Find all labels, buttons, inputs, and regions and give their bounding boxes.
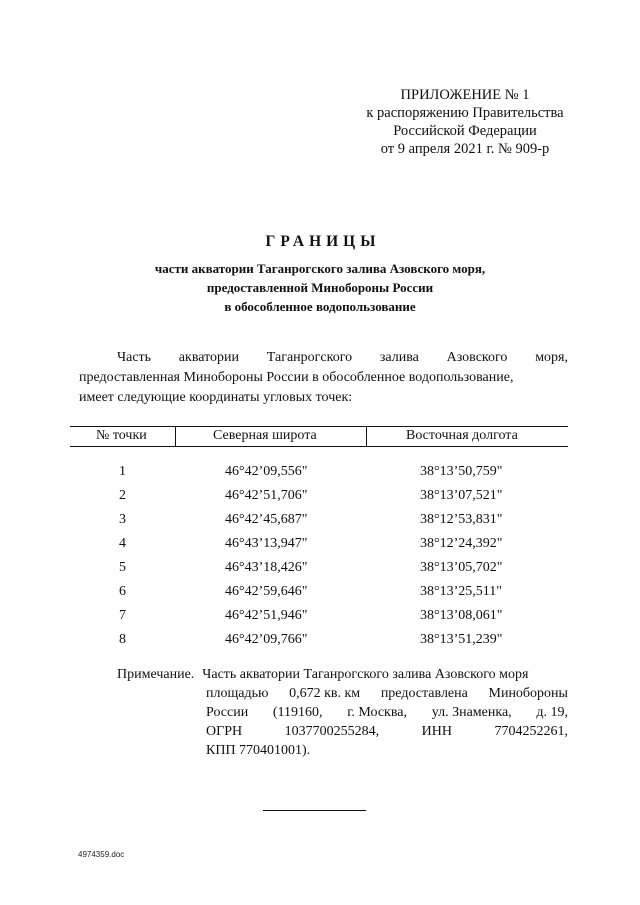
note-body [117, 684, 568, 760]
intro-word: Часть [117, 350, 152, 365]
longitude-cell: 38°12’24,392" [420, 536, 503, 551]
longitude-cell: 38°13’50,759" [420, 464, 503, 479]
header-point-number: № точки [96, 428, 147, 443]
intro-word: моря, [535, 350, 568, 365]
table-row [70, 536, 568, 560]
note-word: г. Москва, [347, 705, 408, 720]
intro-line: предоставленная Минобороны России в обособленное водопользование, [79, 370, 514, 385]
table-header [70, 426, 568, 447]
note-word: 7704252261, [494, 724, 568, 739]
latitude-cell: 46°43’18,426" [225, 560, 308, 575]
appendix-header [340, 86, 590, 158]
note-word: ОГРН [206, 724, 243, 739]
intro-line [79, 348, 568, 368]
latitude-cell: 46°42’59,646" [225, 584, 308, 599]
longitude-cell: 38°13’07,521" [420, 488, 503, 503]
point-number: 4 [119, 536, 126, 551]
subtitle-line: предоставленной Минобороны России [206, 280, 434, 295]
point-number: 6 [119, 584, 126, 599]
note-word: ул. Знаменка, [431, 705, 512, 720]
document-title: ГРАНИЦЫ [265, 233, 381, 250]
note-text-line: КПП 770401001). [206, 743, 311, 758]
point-number: 1 [119, 464, 126, 479]
coordinates-table [70, 426, 568, 656]
header-latitude: Северная широта [213, 428, 317, 443]
latitude-cell: 46°42’51,946" [225, 608, 308, 623]
note-word: площадью [206, 686, 269, 701]
note-block [117, 665, 568, 760]
table-row [70, 464, 568, 488]
latitude-cell: 46°42’45,687" [225, 512, 308, 527]
latitude-cell: 46°42’09,766" [225, 632, 308, 647]
note-word: предоставлена [380, 686, 468, 701]
closing-rule [263, 810, 366, 811]
intro-word: Таганрогского [266, 350, 353, 365]
latitude-cell: 46°42’51,706" [225, 488, 308, 503]
note-word: 0,672 кв. км [289, 686, 361, 701]
note-text-line: Часть акватории Таганрогского залива Азовского моря [202, 667, 529, 682]
point-number: 5 [119, 560, 126, 575]
intro-paragraph [79, 348, 568, 408]
header-divider [366, 427, 367, 446]
table-row [70, 608, 568, 632]
document-subtitle [0, 259, 640, 316]
appendix-number: ПРИЛОЖЕНИЕ № 1 [400, 87, 530, 103]
note-word: 1037700255284, [284, 724, 380, 739]
note-word: (119160, [272, 705, 323, 720]
appendix-authority: Российской Федерации [393, 123, 537, 139]
intro-word: Азовского [446, 350, 508, 365]
latitude-cell: 46°42’09,556" [225, 464, 308, 479]
point-number: 2 [119, 488, 126, 503]
longitude-cell: 38°13’05,702" [420, 560, 503, 575]
longitude-cell: 38°12’53,831" [420, 512, 503, 527]
longitude-cell: 38°13’25,511" [420, 584, 502, 599]
header-divider [175, 427, 176, 446]
table-row [70, 560, 568, 584]
point-number: 8 [119, 632, 126, 647]
table-row [70, 512, 568, 536]
note-word: Минобороны [488, 686, 568, 701]
file-reference: 4974359.doc [78, 850, 125, 859]
table-row [70, 632, 568, 656]
table-row [70, 488, 568, 512]
intro-line: имеет следующие координаты угловых точек: [79, 390, 353, 405]
note-text-line [206, 722, 568, 741]
subtitle-line: в обособленное водопользование [224, 299, 416, 314]
note-label: Примечание. [117, 667, 195, 682]
note-first-line [117, 665, 568, 684]
point-number: 7 [119, 608, 126, 623]
latitude-cell: 46°43’13,947" [225, 536, 308, 551]
subtitle-line: части акватории Таганрогского залива Азовского моря, [154, 261, 486, 276]
note-text-line [206, 684, 568, 703]
longitude-cell: 38°13’08,061" [420, 608, 503, 623]
table-body [70, 464, 568, 656]
note-word: России [206, 705, 249, 720]
intro-word: залива [379, 350, 419, 365]
intro-word: акватории [178, 350, 240, 365]
note-word: д. 19, [536, 705, 568, 720]
longitude-cell: 38°13’51,239" [420, 632, 503, 647]
point-number: 3 [119, 512, 126, 527]
table-row [70, 584, 568, 608]
appendix-date: от 9 апреля 2021 г. № 909-р [380, 141, 550, 157]
header-longitude: Восточная долгота [406, 428, 518, 443]
note-text-line [206, 703, 568, 722]
appendix-ref: к распоряжению Правительства [366, 105, 564, 121]
note-word: ИНН [421, 724, 452, 739]
